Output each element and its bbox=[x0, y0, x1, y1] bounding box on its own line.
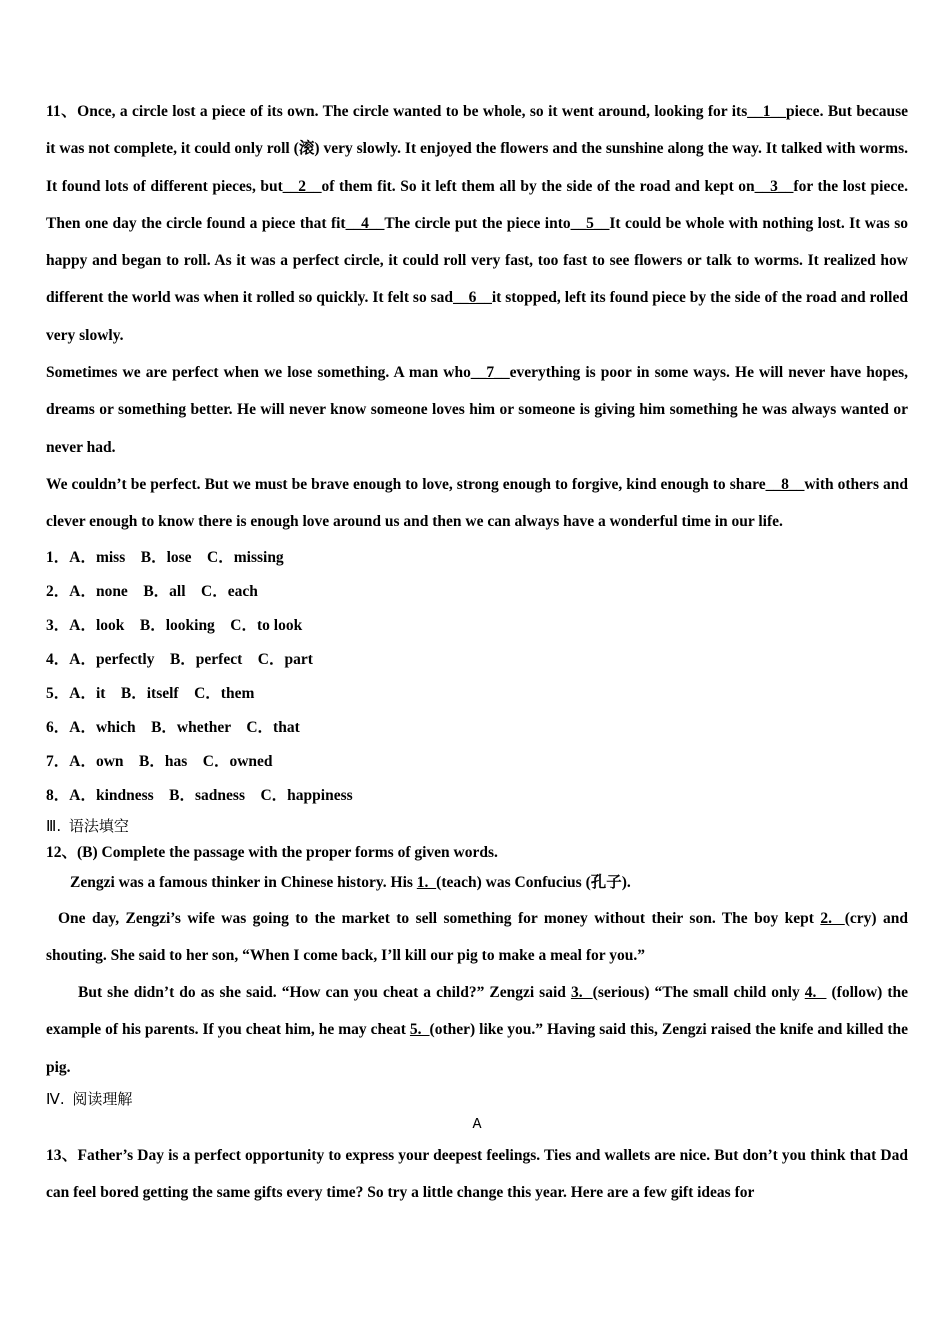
blank-8[interactable]: __8__ bbox=[765, 475, 805, 493]
blank-2[interactable]: __2__ bbox=[282, 177, 322, 195]
text: with others and clever enough to know there is enough love around us and then we can always have a wonderful time in our life. bbox=[46, 475, 908, 531]
option-row[interactable]: 7．A．own B．has C．owned bbox=[46, 752, 273, 770]
text: it stopped, left its found piece by the side of the road and rolled very slowly. bbox=[46, 289, 908, 344]
text: (other) like you.” Having said this, Zengzi raised the knife and killed the pig. bbox=[46, 1021, 908, 1076]
option-row[interactable]: 5．A．it B．itself C．them bbox=[46, 684, 255, 702]
text: (teach) was Confucius (孔子). bbox=[436, 873, 631, 891]
option-row[interactable]: 2．A．none B．all C．each bbox=[46, 582, 258, 600]
text: everything is poor in some ways. He will never have hopes, dreams or something better. He will never know someone loves him or someone is giving him something he was always wanted or never had. bbox=[46, 364, 908, 456]
passage-label: A bbox=[472, 1116, 482, 1134]
section-title: 语法填空 bbox=[68, 816, 129, 835]
q11-paragraph-3 bbox=[46, 466, 908, 541]
blank-4[interactable]: 4. bbox=[804, 984, 827, 1002]
text: Once, a circle lost a piece of its own. The circle wanted to be whole, so it went around, looking for its bbox=[77, 103, 748, 120]
q12-paragraph-1 bbox=[46, 866, 908, 900]
section-heading-4 bbox=[46, 1086, 908, 1113]
q12-paragraph-2 bbox=[46, 900, 908, 975]
q11-paragraph-1 bbox=[46, 93, 908, 354]
section-heading-3 bbox=[46, 813, 908, 840]
q11-options bbox=[46, 541, 908, 813]
blank-2[interactable]: 2. bbox=[820, 909, 845, 927]
q12-header: 12、(B) Complete the passage with the proper forms of given words. bbox=[46, 843, 498, 861]
document-content bbox=[46, 93, 908, 1212]
q12-paragraph-3 bbox=[46, 974, 908, 1086]
text: But she didn’t do as she said. “How can you cheat a child?” Zengzi said bbox=[78, 984, 571, 1002]
text: for the lost piece. Then one day the circle found a piece that fit bbox=[46, 177, 908, 232]
text: (serious) “The small child only bbox=[592, 984, 805, 1002]
section-title: 阅读理解 bbox=[72, 1090, 133, 1109]
q13-paragraph: 13、Father’s Day is a perfect opportunity to express your deepest feelings. Ties and wallets are nice. But don’t you think that Dad can feel bored getting the same gifts every time? So try a little change this year. Here are a few gift ideas for bbox=[46, 1147, 908, 1202]
option-row[interactable]: 8．A．kindness B．sadness C．happiness bbox=[46, 786, 353, 804]
blank-1[interactable]: __1__ bbox=[747, 103, 786, 120]
text: of them fit. So it left them all by the side of the road and kept on bbox=[321, 177, 755, 195]
text: (cry) and shouting. She said to her son, “When I come back, I’ll kill our pig to make a meal for you.” bbox=[46, 909, 909, 964]
q11-paragraph-2 bbox=[46, 354, 908, 466]
blank-5[interactable]: 5. bbox=[409, 1021, 430, 1039]
text: piece. But because it was not complete, it could only roll (滚) very slowly. It enjoyed the flowers and the sunshine along the way. It talked with worms. It found lots of different pieces, but bbox=[46, 103, 908, 195]
text: Zengzi was a famous thinker in Chinese history. His bbox=[70, 873, 417, 891]
section-number: Ⅳ. bbox=[46, 1090, 65, 1109]
text: The circle put the piece into bbox=[384, 214, 571, 232]
blank-1[interactable]: 1. bbox=[416, 873, 437, 891]
option-row[interactable]: 6．A．which B．whether C．that bbox=[46, 718, 300, 736]
blank-4[interactable]: __4__ bbox=[345, 214, 385, 232]
text: (follow) the example of his parents. If you cheat him, he may cheat bbox=[46, 984, 909, 1039]
blank-7[interactable]: __7__ bbox=[470, 364, 510, 382]
blank-5[interactable]: __5__ bbox=[570, 214, 610, 232]
blank-3[interactable]: 3. bbox=[570, 984, 593, 1002]
text: We couldn’t be perfect. But we must be brave enough to love, strong enough to forgive, kind enough to share bbox=[46, 475, 766, 493]
text: Sometimes we are perfect when we lose something. A man who bbox=[46, 364, 471, 382]
question-number: 11、 bbox=[46, 103, 78, 120]
section-number: Ⅲ. bbox=[46, 816, 62, 835]
blank-6[interactable]: __6__ bbox=[453, 289, 492, 307]
option-row[interactable]: 1．A．miss B．lose C．missing bbox=[46, 548, 284, 566]
option-row[interactable]: 4．A．perfectly B．perfect C．part bbox=[46, 650, 313, 668]
text: It could be whole with nothing lost. It was so happy and began to roll. As it was a perfect circle, it could roll very fast, too fast to see flowers or talk to worms. It realized how different the world was when it rolled so quickly. It felt so sad bbox=[46, 214, 908, 307]
text: One day, Zengzi’s wife was going to the market to sell something for money without their son. The boy kept bbox=[58, 909, 821, 927]
blank-3[interactable]: __3__ bbox=[754, 177, 794, 195]
option-row[interactable]: 3．A．look B．looking C．to look bbox=[46, 616, 303, 634]
